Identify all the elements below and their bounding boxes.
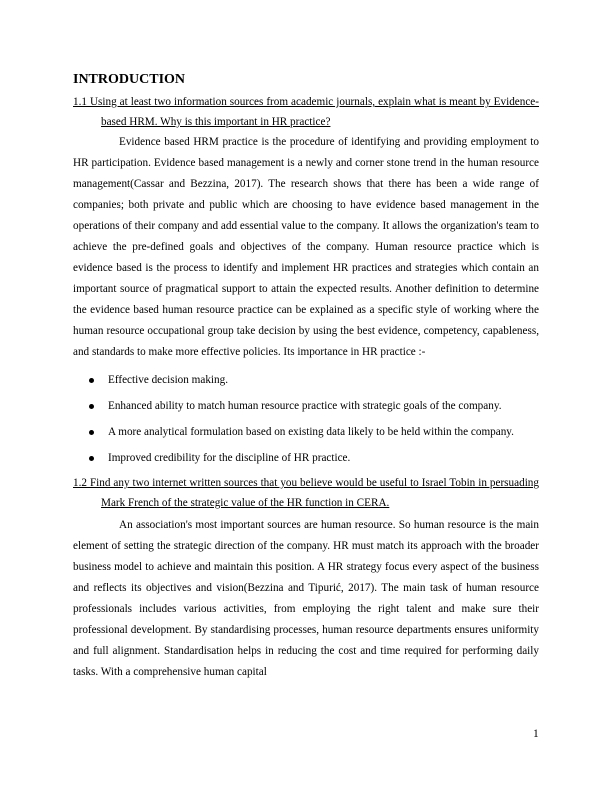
bullet-text: A more analytical formulation based on existing data likely to be held within the company. bbox=[108, 426, 514, 439]
list-item bbox=[73, 370, 539, 391]
page-number: 1 bbox=[533, 728, 539, 740]
importance-bullet-list bbox=[73, 370, 539, 469]
section-1-1-paragraph: Evidence based HRM practice is the procedure of identifying and providing employment to HR participation. Evidence based management is a newly and corner stone trend in the human resource management(Cassar and Bezzina, 2017). The research shows that there has been a wide range of companies; both private and public which are choosing to have evidence based management in the operations of their company and add essential value to the company. It allows the organization's team to achieve the pre-defined goals and objectives of the company. Human resource practice which is evidence based is the process to identify and implement HR practices and strategies which contain an important source of pragmatical support to attain the expected results. Another definition to determine the evidence based human resource practice can be explained as a specific style of working where the human resource occupational group take decision by using the best evidence, competency, capableness, and standards to make more effective policies. Its importance in HR practice :- bbox=[73, 136, 539, 359]
introduction-heading: INTRODUCTION bbox=[73, 72, 186, 87]
list-item bbox=[73, 422, 539, 443]
page-content bbox=[73, 70, 539, 683]
bullet-text: Improved credibility for the discipline of HR practice. bbox=[108, 452, 351, 465]
bullet-icon bbox=[89, 378, 94, 383]
list-item bbox=[73, 448, 539, 469]
bullet-icon bbox=[89, 430, 94, 435]
bullet-text: Enhanced ability to match human resource practice with strategic goals of the company. bbox=[108, 400, 502, 413]
bullet-icon bbox=[89, 456, 94, 461]
bullet-icon bbox=[89, 404, 94, 409]
question-1-1-heading: 1.1 Using at least two information sources from academic journals, explain what is meant by Evidence-based HRM. Why is this important in HR practice? bbox=[73, 96, 539, 128]
list-item bbox=[73, 396, 539, 417]
bullet-text: Effective decision making. bbox=[108, 374, 229, 387]
section-1-2-paragraph: An association's most important sources are human resource. So human resource is the main element of setting the strategic direction of the company. HR must match its approach with the broader business model to achieve and maintain this position. A HR strategy focus every aspect of the business and reflects its objectives and vision(Bezzina and Tipurić, 2017). The main task of human resource professionals includes various activities, from employing the right talent and make sure their professional development. By standardising processes, human resource departments ensures uniformity and full alignment. Standardisation helps in reducing the cost and time required for performing daily tasks. With a comprehensive human capital bbox=[73, 519, 539, 679]
question-1-2-heading: 1.2 Find any two internet written sources that you believe would be useful to Israel Tobin in persuading Mark French of the strategic value of the HR function in CERA. bbox=[73, 477, 539, 509]
